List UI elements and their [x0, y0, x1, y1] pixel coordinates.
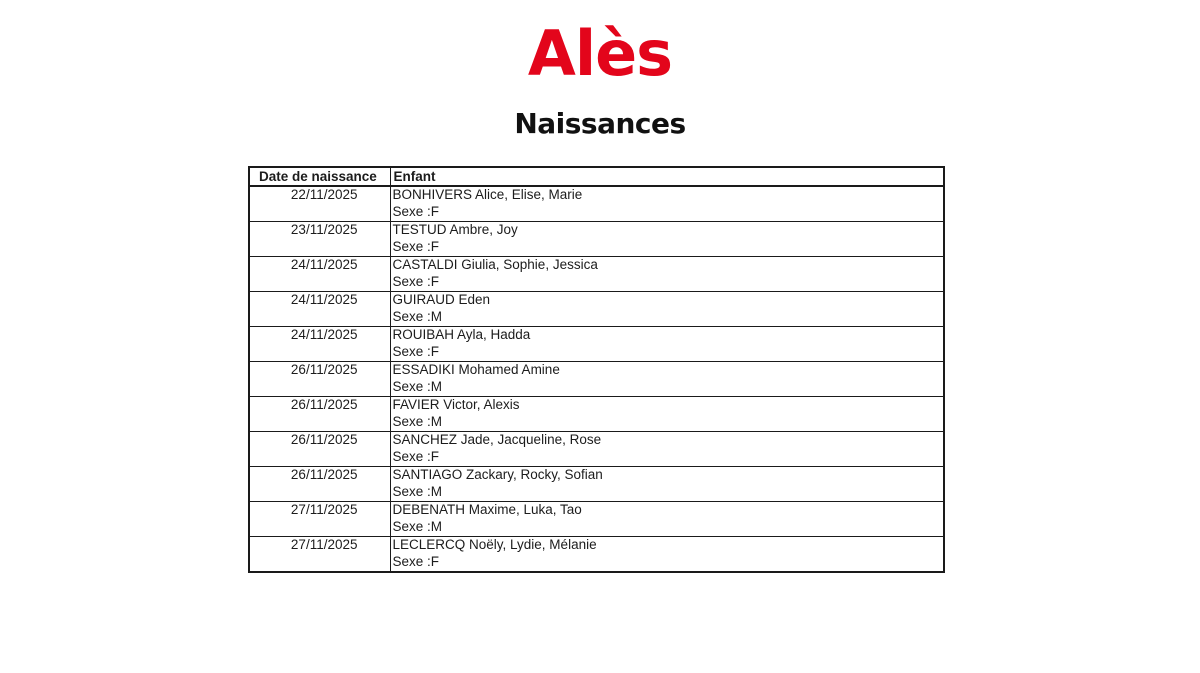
table-row	[250, 222, 943, 257]
table-row	[250, 537, 943, 572]
child-cell	[390, 397, 943, 432]
child-cell	[390, 362, 943, 397]
births-table-body	[250, 186, 943, 571]
birth-date-cell: 24/11/2025	[250, 257, 390, 292]
child-cell	[390, 432, 943, 467]
table-row	[250, 186, 943, 222]
child-cell	[390, 537, 943, 572]
table-row	[250, 397, 943, 432]
table-row	[250, 502, 943, 537]
birth-date-cell: 27/11/2025	[250, 537, 390, 572]
child-sex: Sexe :M	[392, 413, 443, 429]
child-cell	[390, 257, 943, 292]
birth-date-cell: 27/11/2025	[250, 502, 390, 537]
column-header-child: Enfant	[390, 168, 943, 186]
child-cell	[390, 502, 943, 537]
child-name: ROUIBAH Ayla, Hadda	[392, 327, 531, 342]
birth-date-cell: 26/11/2025	[250, 432, 390, 467]
birth-date-cell: 24/11/2025	[250, 327, 390, 362]
child-cell	[390, 222, 943, 257]
births-register-scan	[248, 166, 945, 573]
town-name: Alès	[527, 17, 673, 90]
child-name: ESSADIKI Mohamed Amine	[392, 362, 560, 377]
birth-date-cell: 26/11/2025	[250, 362, 390, 397]
table-row	[250, 327, 943, 362]
child-name: BONHIVERS Alice, Elise, Marie	[392, 187, 583, 202]
child-cell	[390, 186, 943, 222]
table-row	[250, 257, 943, 292]
child-name: SANCHEZ Jade, Jacqueline, Rose	[392, 432, 602, 447]
table-row	[250, 362, 943, 397]
child-sex: Sexe :F	[392, 553, 440, 569]
birth-date-cell: 26/11/2025	[250, 467, 390, 502]
child-name: FAVIER Victor, Alexis	[392, 397, 520, 412]
page-title: Naissances	[514, 107, 686, 140]
table-row	[250, 432, 943, 467]
child-sex: Sexe :M	[392, 518, 443, 534]
child-name: TESTUD Ambre, Joy	[392, 222, 518, 237]
child-name: CASTALDI Giulia, Sophie, Jessica	[392, 257, 598, 272]
child-cell	[390, 327, 943, 362]
child-sex: Sexe :F	[392, 273, 440, 289]
column-header-birth-date: Date de naissance	[250, 168, 390, 186]
table-row	[250, 467, 943, 502]
child-sex: Sexe :M	[392, 378, 443, 394]
child-name: LECLERCQ Noëly, Lydie, Mélanie	[392, 537, 597, 552]
births-table	[250, 168, 943, 571]
child-sex: Sexe :F	[392, 238, 440, 254]
child-name: SANTIAGO Zackary, Rocky, Sofian	[392, 467, 603, 482]
table-header-row	[250, 168, 943, 186]
child-sex: Sexe :M	[392, 483, 443, 499]
birth-date-cell: 26/11/2025	[250, 397, 390, 432]
child-cell	[390, 467, 943, 502]
child-cell	[390, 292, 943, 327]
child-name: DEBENATH Maxime, Luka, Tao	[392, 502, 582, 517]
birth-date-cell: 23/11/2025	[250, 222, 390, 257]
child-sex: Sexe :F	[392, 448, 440, 464]
child-sex: Sexe :F	[392, 343, 440, 359]
child-name: GUIRAUD Eden	[392, 292, 491, 307]
child-sex: Sexe :M	[392, 308, 443, 324]
child-sex: Sexe :F	[392, 203, 440, 219]
birth-date-cell: 24/11/2025	[250, 292, 390, 327]
table-row	[250, 292, 943, 327]
birth-date-cell: 22/11/2025	[250, 186, 390, 222]
